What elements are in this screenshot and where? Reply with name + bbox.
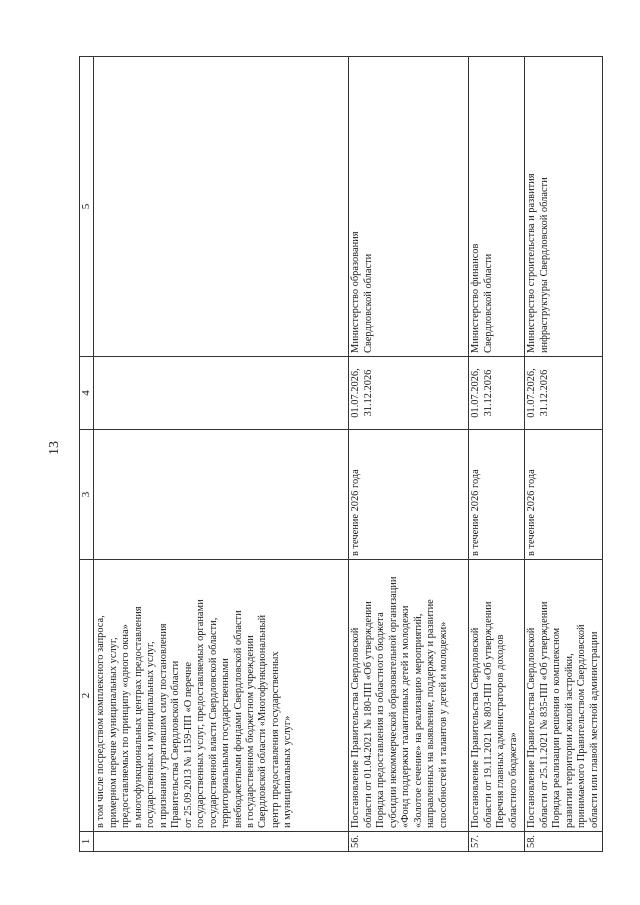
header-cell-3: 3 [80, 430, 94, 560]
document-cell-line: Перечня главных администраторов доходов [495, 634, 507, 828]
document-cell-line: центр предоставления государственных [269, 651, 281, 828]
document-cell-line: Порядка реализации решения о комплексном [551, 627, 563, 828]
table-row [349, 57, 469, 852]
dates-cell [469, 357, 525, 430]
document-cell-line: Порядка предоставления из областного бюджета [375, 612, 387, 828]
executor-cell-line: Министерство образования [350, 231, 362, 353]
term-cell [94, 430, 349, 560]
document-cell-line: государственных услуг, предоставляемых органами [195, 599, 207, 828]
header-row [80, 57, 94, 852]
document-cell-line: и признании утратившим силу постановления [157, 623, 169, 828]
document-cell-line: области от 01.04.2021 № 180-ПП «Об утверждении [362, 601, 374, 828]
executor-cell [469, 57, 525, 357]
dates-cell-line: 31.12.2026 [482, 369, 494, 417]
table-row [469, 57, 525, 852]
document-cell-line: области или главой местной администрации [588, 631, 600, 828]
document-cell-line: Постановление Правительства Свердловской [350, 627, 362, 828]
row-number-cell: 58. [525, 832, 603, 852]
document-cell-line: и муниципальных услуг» [282, 715, 294, 828]
dates-cell [525, 357, 603, 430]
executor-cell [525, 57, 603, 357]
document-cell-line: предоставляемых по принципу «одного окна» [120, 624, 132, 828]
rotated-table-wrapper [79, 57, 600, 852]
document-cell-line: в государственном бюджетном учреждении [245, 635, 256, 828]
document-cell [94, 560, 349, 832]
executor-cell-line: Министерство финансов [470, 243, 482, 353]
document-cell-line: Постановление Правительства Свердловской [470, 627, 482, 828]
page-number: 13 [47, 441, 62, 455]
document-cell-line: внебюджетными фондами Свердловской области [232, 610, 244, 828]
document-cell-line: области от 25.11.2021 № 835-ПП «Об утверждении [538, 601, 550, 828]
document-cell-line: в многофункциональных центрах предоставления [132, 606, 144, 828]
dates-cell-line: 31.12.2026 [538, 369, 550, 417]
term-cell: в течение 2026 года [525, 430, 603, 560]
dates-cell-line: 01.07.2026, [470, 368, 482, 418]
executor-cell-line: Министерство строительства и развития [526, 173, 538, 353]
term-cell: в течение 2026 года [349, 430, 469, 560]
row-number-cell: 57. [469, 832, 525, 852]
document-cell-line: территориальными государственными [220, 658, 232, 828]
dates-cell-line: 01.07.2026, [526, 368, 538, 418]
document-cell-line: областного бюджета» [507, 732, 519, 828]
document-cell-line: примерном перечне муниципальных услуг, [107, 637, 119, 828]
document-cell [525, 560, 603, 832]
document-cell-line: в том числе посредством комплексного запроса, [95, 615, 107, 828]
executor-cell-line: Свердловской области [482, 253, 494, 353]
table-row [94, 57, 349, 852]
table-row [525, 57, 603, 852]
document-cell [349, 560, 469, 832]
document-cell-line: Правительства Свердловской области [170, 660, 182, 828]
document-cell-line: государственных и муниципальных услуг, [145, 641, 157, 828]
document-cell [469, 560, 525, 832]
document-cell-line: субсидии некоммерческой образовательной организации [387, 576, 399, 828]
dates-cell [349, 357, 469, 430]
row-number-cell: 56. [349, 832, 469, 852]
document-cell-line: «Фонд поддержки талантливых детей и молодежи [400, 605, 412, 828]
header-cell-4: 4 [80, 357, 94, 430]
dates-cell-line: 01.07.2026, [350, 368, 362, 418]
header-cell-1: 1 [80, 832, 94, 852]
header-cell-2: 2 [80, 560, 94, 832]
executor-cell [349, 57, 469, 357]
row-number-cell [94, 832, 349, 852]
document-cell-line: направленных на выявление, поддержку и развитие [425, 599, 437, 828]
dates-cell [94, 357, 349, 430]
document-cell-line: Постановление Правительства Свердловской [526, 627, 538, 828]
executor-cell [94, 57, 349, 357]
document-cell-line: Свердловской области «Многофункциональный [257, 614, 269, 828]
document-cell-line: от 25.09.2013 № 1159-ПП «О перечне [182, 662, 194, 828]
document-cell-line: способностей и талантов у детей и молодежи» [437, 621, 449, 828]
document-cell-line: принимаемого Правительством Свердловской [576, 624, 588, 828]
term-cell: в течение 2026 года [469, 430, 525, 560]
document-cell-line: государственной власти Свердловской области, [207, 617, 219, 828]
document-cell-line: развитии территории жилой застройки, [563, 653, 575, 828]
document-cell-line: «Золотое сечение» на реализацию мероприятий, [412, 613, 424, 828]
executor-cell-line: Свердловской области [362, 253, 374, 353]
dates-cell-line: 31.12.2026 [362, 369, 374, 417]
document-cell-line: области от 19.11.2021 № 803-ПП «Об утверждении [482, 601, 494, 828]
executor-cell-line: инфраструктуры Свердловской области [538, 177, 550, 353]
document-table [79, 56, 603, 852]
header-cell-5: 5 [80, 57, 94, 357]
